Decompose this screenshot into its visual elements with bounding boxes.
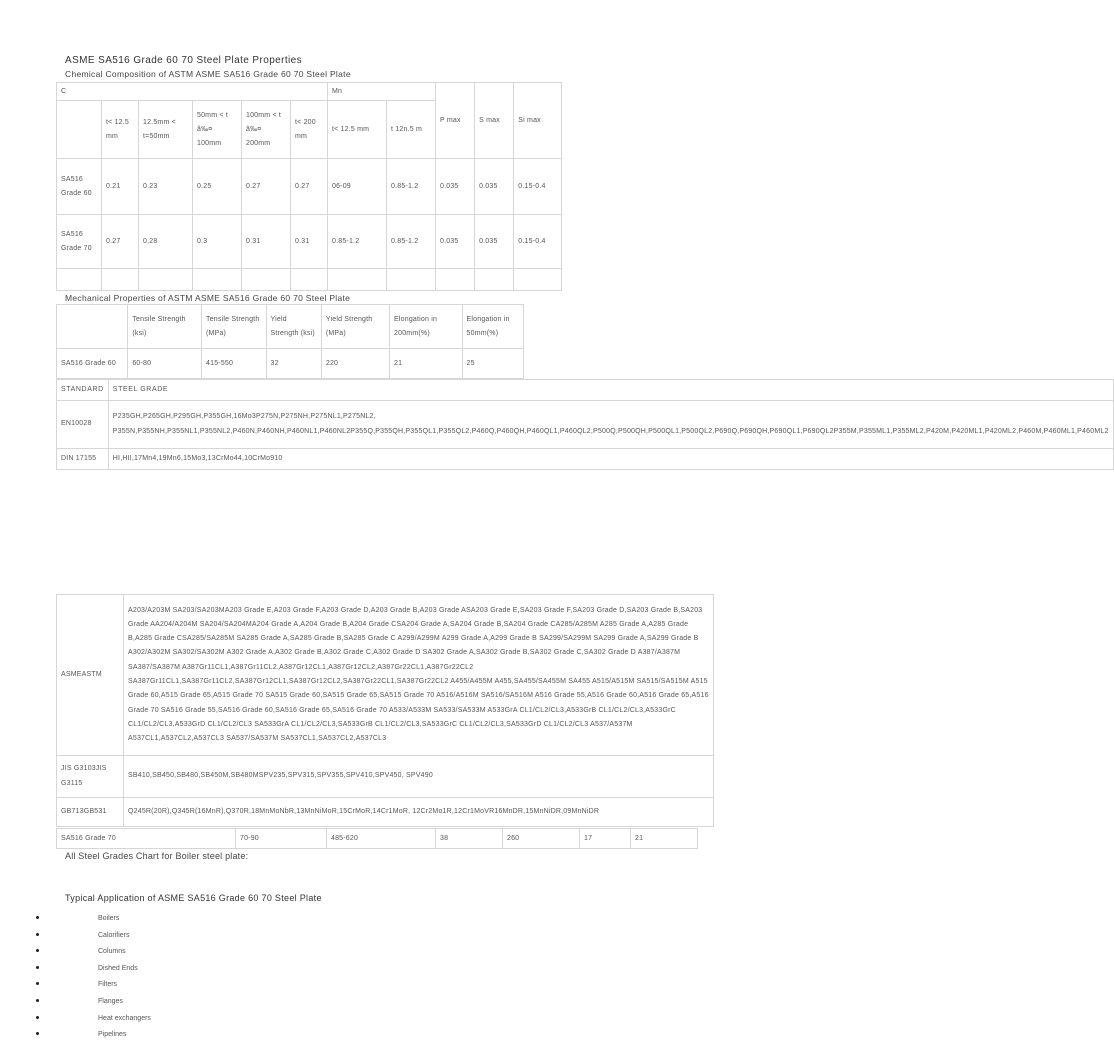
mechanical-properties-table [56,304,524,379]
grade70-mechanical-row [56,828,698,849]
empty-row [57,269,562,291]
col-header: t< 200 mm [291,101,328,159]
col-header: t< 12.5 mm [328,101,387,159]
chem-caption: Chemical Composition of ASTM ASME SA516 Grade 60 70 Steel Plate [65,69,351,79]
value-cell: 0.27 [102,215,139,269]
grade-cell: SA516 Grade 60 [57,349,128,379]
col-header: Tensile Strength (ksi) [128,305,202,349]
table-row [57,756,714,798]
grade-cell: SA516 Grade 70 [57,829,236,849]
value-cell: 220 [321,349,389,379]
value-cell: 0.035 [436,215,475,269]
col-header: Elongation in 200mm(%) [390,305,462,349]
list-item: • Flanges [48,993,151,1010]
standard-cell: JIS G3103JIS G3115 [57,756,124,798]
value-cell: 0.035 [436,159,475,215]
list-item: • Filters [48,976,151,993]
col-header: Yield Strength (ksi) [266,305,321,349]
value-cell: 60-80 [128,349,202,379]
list-item: • Boilers [48,910,151,927]
value-cell: 260 [503,829,580,849]
table-row [57,449,1114,470]
value-cell: 0.85-1.2 [387,159,436,215]
table-row [57,215,562,269]
table-row [57,401,1114,449]
mech-caption: Mechanical Properties of ASTM ASME SA516 Grade 60 70 Steel Plate [65,293,351,303]
col-header: S max [475,83,514,159]
col-header: 100mm < t â‰¤ 200mm [242,101,291,159]
standard-cell: GB713GB531 [57,798,124,827]
value-cell: 0.85-1.2 [387,215,436,269]
value-cell: 70-90 [236,829,327,849]
applications-title: Typical Application of ASME SA516 Grade 60 70 Steel Plate [65,893,322,903]
list-item: • Pipelines [48,1026,151,1043]
value-cell: 06-09 [328,159,387,215]
col-header: 12.5mm < t=50mm [139,101,193,159]
value-cell: 0.035 [475,159,514,215]
col-header: P max [436,83,475,159]
list-item: • Heat exchangers [48,1010,151,1027]
value-cell: 0.31 [242,215,291,269]
col-header: Si max [514,83,562,159]
table-row [57,595,714,756]
grades-cell: SB410,SB450,SB480,SB450M,SB480MSPV235,SPV315,SPV355,SPV410,SPV450, SPV490 [124,756,714,798]
value-cell: 17 [580,829,631,849]
applications-list [36,910,151,1043]
value-cell: 0.15-0.4 [514,215,562,269]
table-row [57,349,524,379]
list-item: • Dished Ends [48,960,151,977]
col-header: Yield Strength (MPa) [321,305,389,349]
grade-cell: SA516 Grade 70 [57,215,102,269]
empty-cell [57,101,102,159]
value-cell: 0.15-0.4 [514,159,562,215]
col-header: 50mm < t â‰¤ 100mm [193,101,242,159]
col-header: Elongation in 50mm(%) [462,305,523,349]
value-cell: 32 [266,349,321,379]
grades-cell: Q245R(20R),Q345R(16MnR),Q370R,18MnMoNbR,13MnNiMoR,15CrMoR,14Cr1MoR, 12Cr2Mo1R,12Cr1MoVR16MnDR,15MnNiDR,09MnNiDR [124,798,714,827]
grade-cell: SA516 Grade 60 [57,159,102,215]
standard-cell: EN10028 [57,401,109,449]
col-header: t< 12.5 mm [102,101,139,159]
steel-grade-header: STEEL GRADE [108,380,1113,401]
value-cell: 415-550 [202,349,267,379]
col-header: t 12n.5 m [387,101,436,159]
chart-label: All Steel Grades Chart for Boiler steel plate: [65,851,249,861]
table-row [57,159,562,215]
value-cell: 21 [631,829,698,849]
grades-cell: A203/A203M SA203/SA203MA203 Grade E,A203 Grade F,A203 Grade D,A203 Grade B,A203 Grade ASA203 Grade E,SA203 Grade F,SA203 Grade D,SA203 Grade B,SA203 Grade AA204/A204M SA204/SA204MA204 Grade A,A204 Grade B,A204 Grade CSA204 Grade A,SA204 Grade B,SA204 Grade CA285/A285M A285 Grade A,A285 Grade B,A285 Grade CSA285/SA285M SA285 Grade A,SA285 Grade B,SA285 Grade C A299/A299M A299 Grade A,A299 Grade B SA299/SA299M SA299 Grade A,SA299 Grade B A302/A302M SA302/SA302M A302 Grade A,A302 Grade B,A302 Grade C,A302 Grade D SA302 Grade A,SA302 Grade B,SA302 Grade C,SA302 Grade D A387/A387M SA387/SA387M A387Gr11CL1,A387Gr11CL2,A387Gr12CL1,A387Gr12CL2,A387Gr22CL1,A387Gr22CL2 SA387Gr11CL1,SA387Gr11CL2,SA387Gr12CL1,SA387Gr12CL2,SA387Gr22CL1,SA387Gr22CL2 A455/A455M A455,SA455/SA455M SA455 A515/A515M SA515/SA515M A515 Grade 60,A515 Grade 65,A515 Grade 70 SA515 Grade 60,SA515 Grade 65,SA515 Grade 70 A516/A516M SA516/SA516M A516 Grade 55,A516 Grade 60,A516 Grade 65,A516 Grade 70 SA516 Grade 55,SA516 Grade 60,SA516 Grade 65,SA516 Grade 70 A533/A533M SA533/SA533M A533GrA CL1/CL2/CL3,A533GrB CL1/CL2/CL3,A533GrC CL1/CL2/CL3,A533GrD CL1/CL2/CL3 SA533GrA CL1/CL2/CL3,SA533GrB CL1/CL2/CL3,SA533GrC CL1/CL2/CL3,SA533GrD CL1/CL2/CL3 A537/A537M A537CL1,A537CL2,A537CL3 SA537/SA537M SA537CL1,SA537CL2,A537CL3 [124,595,714,756]
table-row [57,829,698,849]
value-cell: 485-620 [327,829,436,849]
grades-cell: HI,HII,17Mn4,19Mn6,15Mo3,13CrMo44,10CrMo910 [108,449,1113,470]
value-cell: 0.28 [139,215,193,269]
value-cell: 0.25 [193,159,242,215]
value-cell: 21 [390,349,462,379]
standard-cell: ASMEASTM [57,595,124,756]
empty-cell [57,305,128,349]
value-cell: 0.31 [291,215,328,269]
list-item: • Columns [48,943,151,960]
mn-header: Mn [328,83,436,101]
page-title: ASME SA516 Grade 60 70 Steel Plate Properties [65,55,303,66]
value-cell: 0.27 [242,159,291,215]
col-header: Tensile Strength (MPa) [202,305,267,349]
value-cell: 0.3 [193,215,242,269]
value-cell: 38 [436,829,503,849]
list-item: • Calorifiers [48,927,151,944]
table-row [57,798,714,827]
value-cell: 25 [462,349,523,379]
c-header: C [57,83,328,101]
standard-grades-table [56,379,1114,470]
value-cell: 0.035 [475,215,514,269]
value-cell: 0.21 [102,159,139,215]
standard-grades-table-2 [56,594,714,827]
standard-cell: DIN 17155 [57,449,109,470]
value-cell: 0.85-1.2 [328,215,387,269]
standard-header: STANDARD [57,380,109,401]
value-cell: 0.23 [139,159,193,215]
chemical-composition-table [56,82,562,291]
value-cell: 0.27 [291,159,328,215]
grades-cell: P235GH,P265GH,P295GH,P355GH,16Mo3P275N,P275NH,P275NL1,P275NL2, P355N,P355NH,P355NL1,P355NL2,P460N,P460NH,P460NL1,P460NL2P355Q,P355QH,P355QL1,P355QL2,P460Q,P460QH,P460QL1,P460QL2,P500Q,P500QH,P500QL1,P500QL2,P690Q,P690QH,P690QL1,P690QL2P355M,P355ML1,P355ML2,P420M,P420ML1,P420ML2,P460M,P460ML1,P460ML2 [108,401,1113,449]
